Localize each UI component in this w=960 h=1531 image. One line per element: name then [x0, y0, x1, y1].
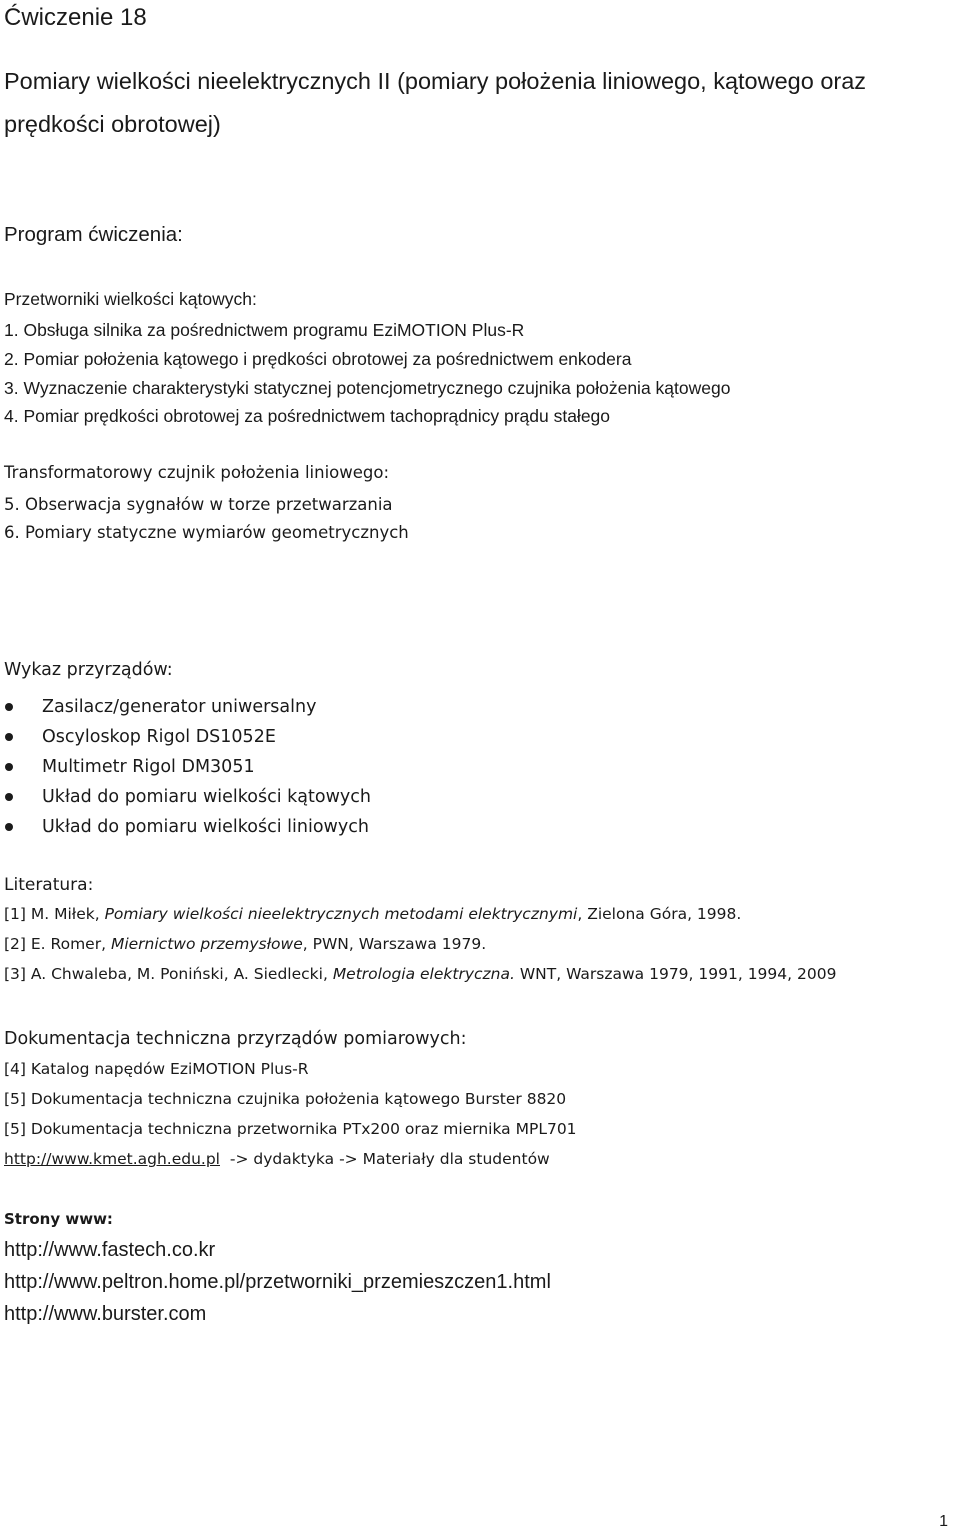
linear-transducer-heading: Transformatorowy czujnik położenia liniowego:: [4, 463, 390, 482]
website-link-peltron[interactable]: http://www.peltron.home.pl/przetworniki_przemieszczen1.html: [4, 1271, 551, 1293]
bullet-icon: [5, 703, 13, 711]
program-item-2: 2. Pomiar położenia kątowego i prędkości obrotowej za pośrednictwem enkodera: [4, 349, 632, 369]
website-link-burster[interactable]: http://www.burster.com: [4, 1303, 207, 1325]
bullet-icon: [5, 793, 13, 801]
list-item: [0, 782, 371, 812]
bullet-icon: [5, 763, 13, 771]
program-item-4: 4. Pomiar prędkości obrotowej za pośrednictwem tachoprądnicy prądu stałego: [4, 406, 611, 426]
angular-transducers-heading: Przetworniki wielkości kątowych:: [4, 289, 257, 309]
instruments-list: [0, 692, 371, 842]
instrument-label: Układ do pomiaru wielkości liniowych: [42, 817, 369, 837]
program-heading: Program ćwiczenia:: [4, 223, 183, 246]
literature-item-3: [3] A. Chwaleba, M. Poniński, A. Siedlecki, Metrologia elektryczna. WNT, Warszawa 1979, 1991, 1994, 2009: [4, 965, 837, 983]
kmet-link-path: -> dydaktyka -> Materiały dla studentów: [220, 1150, 550, 1168]
instrument-label: Oscyloskop Rigol DS1052E: [42, 727, 276, 747]
kmet-link[interactable]: http://www.kmet.agh.edu.pl: [4, 1150, 220, 1168]
instrument-label: Zasilacz/generator uniwersalny: [42, 697, 317, 717]
list-item: [0, 752, 371, 782]
page-number: 1: [939, 1513, 948, 1530]
documentation-item-5b: [5] Dokumentacja techniczna przetwornika PTx200 oraz miernika MPL701: [4, 1120, 577, 1138]
program-item-6: 6. Pomiary statyczne wymiarów geometrycznych: [4, 523, 409, 542]
websites-heading: Strony www:: [4, 1210, 113, 1228]
literature-heading: Literatura:: [4, 875, 94, 895]
documentation-item-4: [4] Katalog napędów EziMOTION Plus-R: [4, 1060, 309, 1078]
literature-item-1: [1] M. Miłek, Pomiary wielkości nieelektrycznych metodami elektrycznymi, Zielona Góra, 1998.: [4, 905, 742, 923]
documentation-heading: Dokumentacja techniczna przyrządów pomiarowych:: [4, 1029, 467, 1049]
list-item: [0, 812, 371, 842]
instrument-label: Układ do pomiaru wielkości kątowych: [42, 787, 371, 807]
program-item-3: 3. Wyznaczenie charakterystyki statycznej potencjometrycznego czujnika położenia kątowego: [4, 378, 731, 398]
documentation-item-5a: [5] Dokumentacja techniczna czujnika położenia kątowego Burster 8820: [4, 1090, 567, 1108]
list-item: [0, 692, 371, 722]
literature-item-2: [2] E. Romer, Miernictwo przemysłowe, PWN, Warszawa 1979.: [4, 935, 487, 953]
exercise-number: Ćwiczenie 18: [4, 4, 147, 31]
program-item-1: 1. Obsługa silnika za pośrednictwem programu EziMOTION Plus-R: [4, 320, 525, 340]
website-link-fastech[interactable]: http://www.fastech.co.kr: [4, 1239, 216, 1261]
kmet-link-line: [4, 1150, 550, 1168]
bullet-icon: [5, 733, 13, 741]
program-item-5: 5. Obserwacja sygnałów w torze przetwarzania: [4, 495, 393, 514]
instrument-label: Multimetr Rigol DM3051: [42, 757, 255, 777]
list-item: [0, 722, 371, 752]
document-title: Pomiary wielkości nieelektrycznych II (pomiary położenia liniowego, kątowego oraz prędkości obrotowej): [4, 68, 867, 137]
instruments-heading: Wykaz przyrządów:: [4, 660, 173, 680]
bullet-icon: [5, 823, 13, 831]
